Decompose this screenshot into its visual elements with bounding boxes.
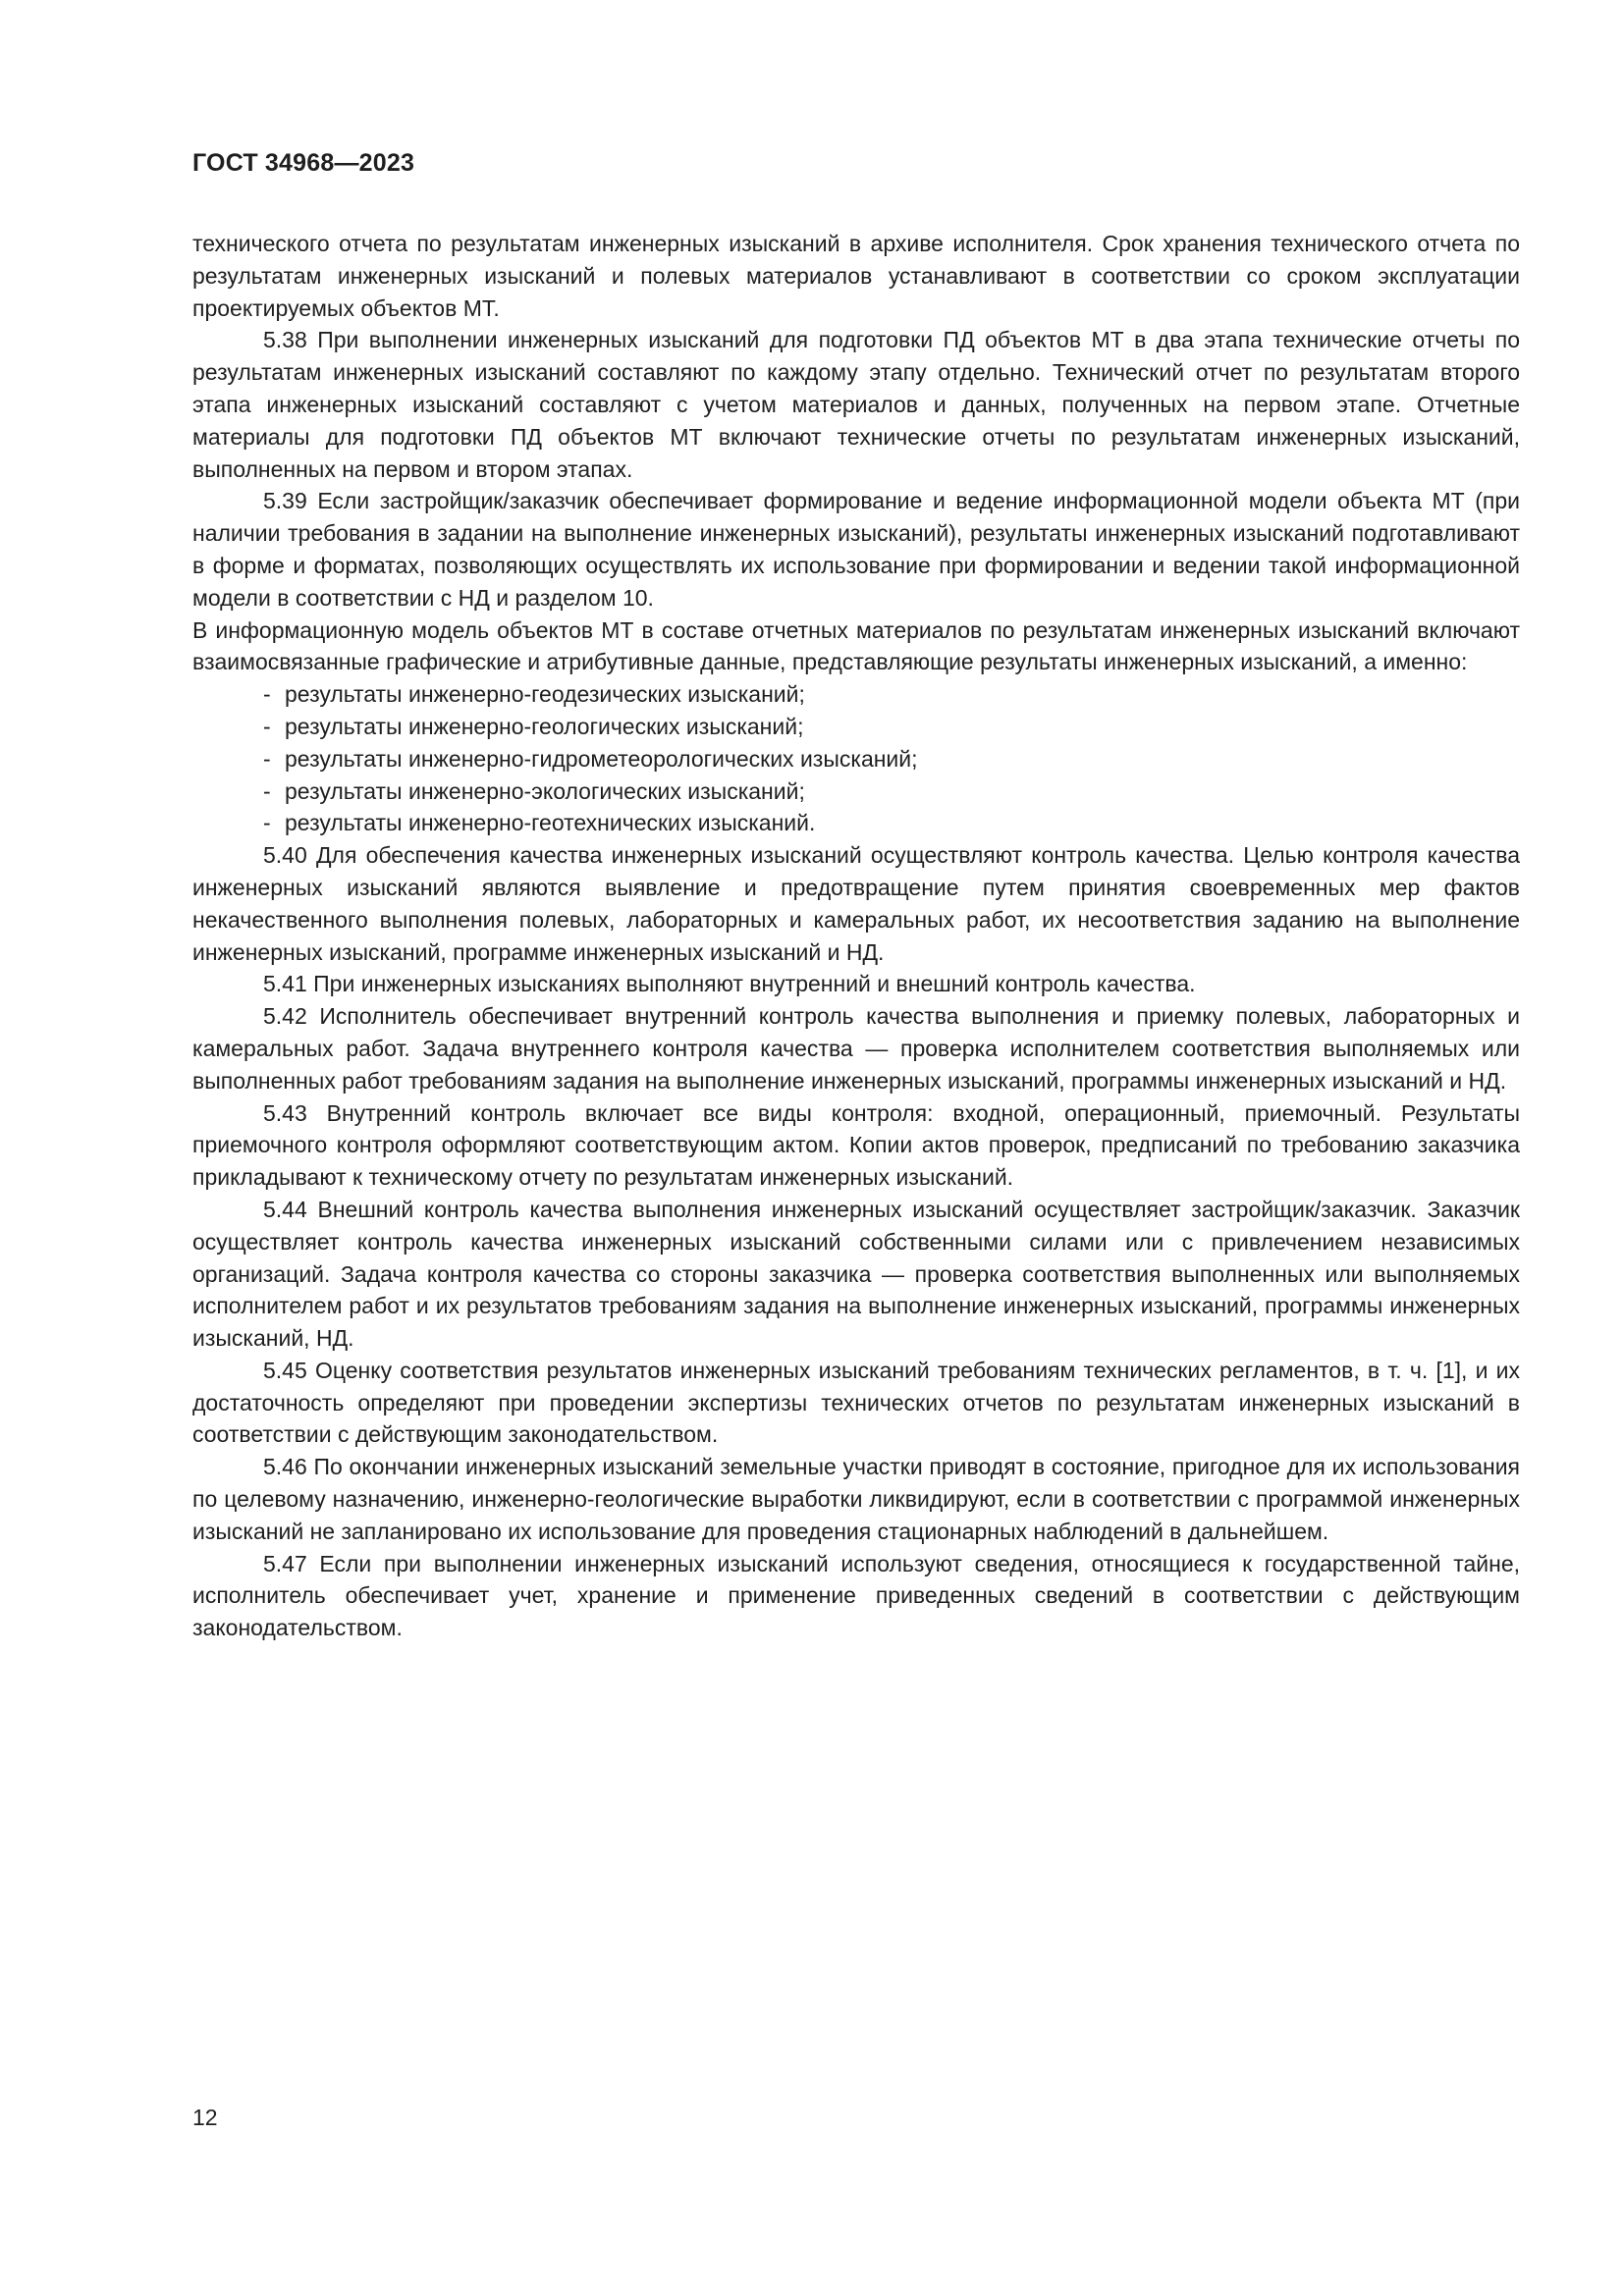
paragraph-5-38: 5.38 При выполнении инженерных изысканий для подготовки ПД объектов МТ в два этапа технические отчеты по результатам инженерных изысканий составляют по каждому этапу отдельно. Технический отчет по результатам второго этапа инженерных изысканий составляют с учетом материалов и данных, полученных на первом этапе. Отчетные материалы для подготовки ПД объектов МТ включают технические отчеты по результатам инженерных изысканий, выполненных на первом и втором этапах. (192, 327, 1520, 482)
paragraph-5-39: 5.39 Если застройщик/заказчик обеспечивает формирование и ведение информационной модели объекта МТ (при наличии требования в задании на выполнение инженерных изысканий), результаты инженерных изысканий подготавливают в форме и форматах, позволяющих осуществлять их использование при формировании и ведении такой информационной модели в соответствии с НД и разделом 10. (192, 488, 1520, 611)
paragraph-5-41: 5.41 При инженерных изысканиях выполняют внутренний и внешний контроль качества. (263, 971, 1196, 997)
results-list (192, 678, 1520, 839)
paragraph-5-45: 5.45 Оценку соответствия результатов инженерных изысканий требованиям технических регламентов, в т. ч. [1], и их достаточность определяют при проведении экспертизы технических отчетов по результатам инженерных изысканий в соответствии с действующим законодательством. (192, 1357, 1520, 1448)
list-dash: - (263, 681, 271, 708)
paragraph-5-42: 5.42 Исполнитель обеспечивает внутренний контроль качества выполнения и приемку полевых, лабораторных и камеральных работ. Задача внутреннего контроля качества — проверка исполнителем соответствия выполняемых или выполненных работ требованиям задания на выполнение инженерных изысканий, программы инженерных изысканий и НД. (192, 1003, 1520, 1094)
list-dash: - (263, 810, 271, 836)
list-dash: - (263, 777, 271, 804)
paragraph-5-46: 5.46 По окончании инженерных изысканий земельные участки приводят в состояние, пригодное для их использования по целевому назначению, инженерно-геологические выработки ликвидируют, если в соответствии с программой инженерных изысканий не запланировано их использование для проведения стационарных наблюдений в дальнейшем. (192, 1454, 1520, 1544)
list-dash: - (263, 745, 271, 772)
paragraph-5-39-continuation: В информационную модель объектов МТ в составе отчетных материалов по результатам инженерных изысканий включают взаимосвязанные графические и атрибутивные данные, представляющие результаты инженерных изысканий, а именно: (192, 616, 1520, 675)
list-dash: - (263, 713, 271, 739)
list-item: - результаты инженерно-гидрометеорологических изысканий; (192, 743, 1520, 775)
list-item: - результаты инженерно-геологических изысканий; (192, 711, 1520, 743)
document-code-header: ГОСТ 34968—2023 (192, 149, 415, 177)
list-item: - результаты инженерно-экологических изысканий; (192, 775, 1520, 808)
page-number: 12 (192, 2105, 218, 2130)
paragraph-5-40: 5.40 Для обеспечения качества инженерных изысканий осуществляют контроль качества. Целью контроля качества инженерных изысканий являются выявление и предотвращение путем принятия своевременных мер фактов некачественного выполнения полевых, лабораторных и камеральных работ, их несоответствия заданию на выполнение инженерных изысканий, программе инженерных изысканий и НД. (192, 842, 1520, 965)
paragraph-continuation: технического отчета по результатам инженерных изысканий в архиве исполнителя. Срок хранения технического отчета по результатам инженерных изысканий и полевых материалов устанавливают в соответствии со сроком эксплуатации проектируемых объектов МТ. (192, 231, 1520, 321)
paragraph-5-43: 5.43 Внутренний контроль включает все виды контроля: входной, операционный, приемочный. Результаты приемочного контроля оформляют соответствующим актом. Копии актов проверок, предписаний по требованию заказчика прикладывают к техническому отчету по результатам инженерных изысканий. (192, 1099, 1520, 1191)
list-item: - результаты инженерно-геодезических изысканий; (192, 678, 1520, 711)
paragraph-5-47: 5.47 Если при выполнении инженерных изысканий используют сведения, относящиеся к государственной тайне, исполнитель обеспечивает учет, хранение и применение приведенных сведений в соответствии с действующим законодательством. (192, 1550, 1520, 1641)
document-body (192, 228, 1520, 1644)
list-item: - результаты инженерно-геотехнических изысканий. (192, 807, 1520, 839)
paragraph-5-44: 5.44 Внешний контроль качества выполнения инженерных изысканий осуществляет застройщик/заказчик. Заказчик осуществляет контроль качества инженерных изысканий собственными силами или с привлечением независимых организаций. Задача контроля качества со стороны заказчика — проверка соответствия выполненных или выполняемых исполнителем работ и их результатов требованиям задания на выполнение инженерных изысканий, программы инженерных изысканий, НД. (192, 1196, 1520, 1352)
